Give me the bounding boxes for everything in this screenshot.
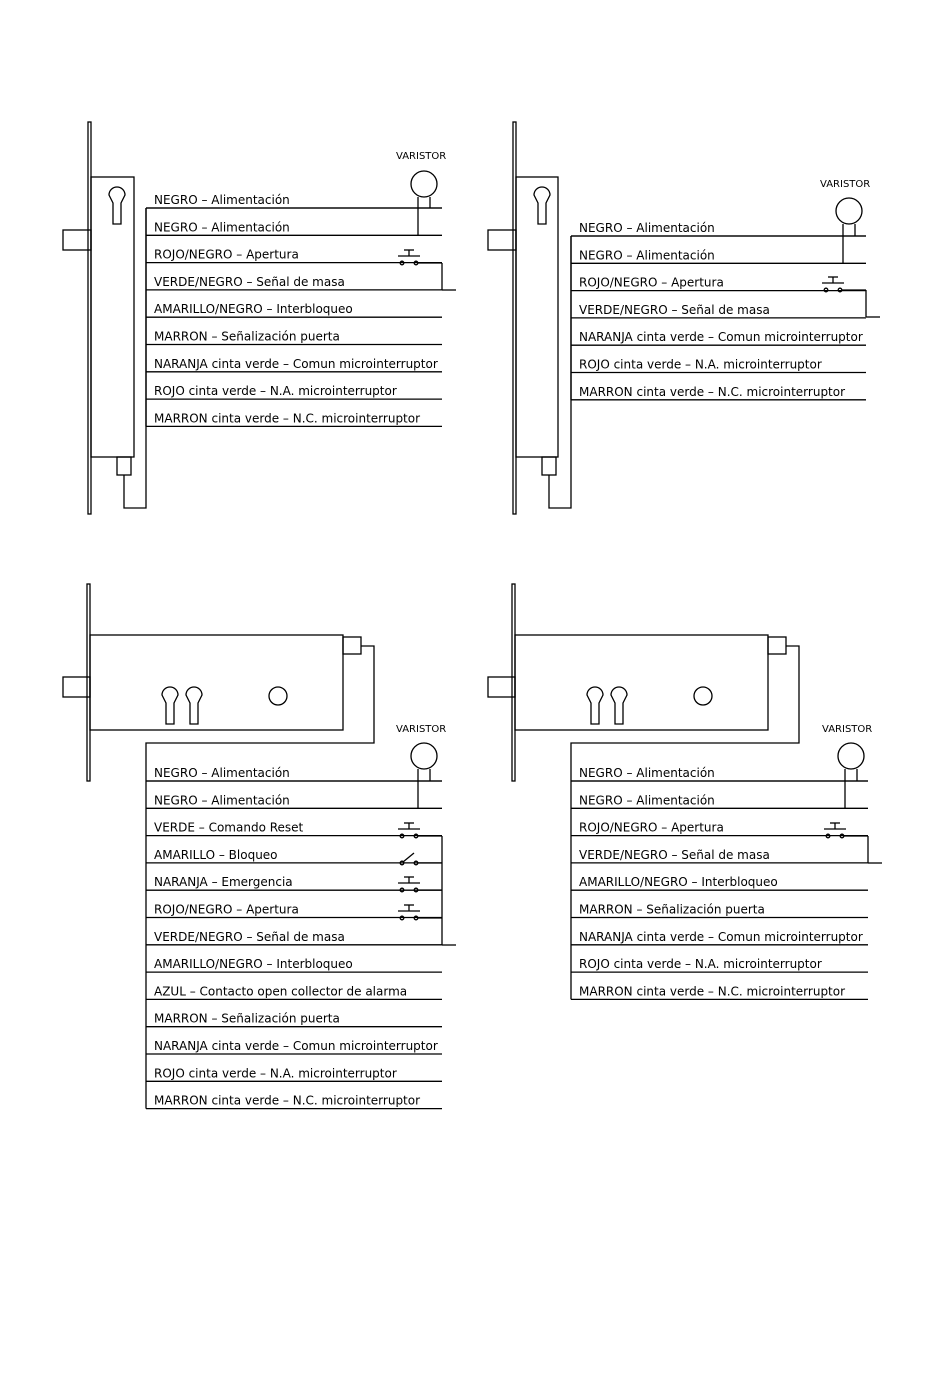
- wire-label: NEGRO – Alimentación: [579, 793, 715, 808]
- wire-label: NEGRO – Alimentación: [579, 248, 715, 263]
- wire-label: AMARILLO/NEGRO – Interbloqueo: [154, 957, 353, 972]
- wire-label: NEGRO – Alimentación: [579, 766, 715, 780]
- varistor-top-left: [396, 151, 446, 236]
- push-button-top-right: [822, 277, 866, 317]
- wire-label: ROJO cinta verde – N.A. microinterruptor: [579, 957, 822, 972]
- wire-label: MARRON – Señalización puerta: [154, 1011, 340, 1026]
- wire-label: VERDE/NEGRO – Señal de masa: [154, 929, 345, 944]
- wire-label: MARRON cinta verde – N.C. microinterruptor: [154, 411, 421, 426]
- wire-label: ROJO cinta verde – N.A. microinterruptor: [154, 384, 397, 399]
- push-button-bottom-right: [824, 823, 868, 863]
- wire-label: ROJO cinta verde – N.A. microinterruptor: [579, 357, 822, 372]
- wire-label: ROJO/NEGRO – Apertura: [579, 820, 724, 835]
- wire-label: MARRON cinta verde – N.C. microinterruptor: [579, 384, 846, 399]
- varistor-label: VARISTOR: [396, 724, 447, 735]
- wire-label: VERDE/NEGRO – Señal de masa: [579, 847, 770, 862]
- varistor-label: VARISTOR: [822, 724, 873, 735]
- wire-label: ROJO/NEGRO – Apertura: [154, 247, 299, 262]
- lock-body-top-left: [63, 122, 146, 514]
- wire-label: AMARILLO – Bloqueo: [154, 847, 278, 862]
- wire-label: NARANJA cinta verde – Comun microinterruptor: [579, 330, 863, 345]
- wire-label: MARRON cinta verde – N.C. microinterruptor: [579, 984, 846, 999]
- wire-label: NARANJA cinta verde – Comun microinterruptor: [154, 356, 438, 371]
- varistor-bottom-right: [822, 724, 872, 808]
- wire-label: NEGRO – Alimentación: [154, 220, 290, 235]
- wire-label: NEGRO – Alimentación: [154, 766, 290, 780]
- wire-label: NEGRO – Alimentación: [154, 793, 290, 808]
- wire-label: VERDE – Comando Reset: [154, 820, 304, 835]
- push-button-top-left: [398, 250, 442, 290]
- wire-label: NEGRO – Alimentación: [579, 221, 715, 235]
- wire-label: ROJO/NEGRO – Apertura: [579, 275, 724, 290]
- wire-label: NEGRO – Alimentación: [154, 193, 290, 207]
- wire-label: MARRON – Señalización puerta: [579, 902, 765, 917]
- wire-label: ROJO cinta verde – N.A. microinterruptor: [154, 1066, 397, 1081]
- wire-label: NARANJA – Emergencia: [154, 875, 293, 890]
- varistor-top-right: [820, 179, 870, 263]
- wire-label: MARRON cinta verde – N.C. microinterruptor: [154, 1093, 421, 1108]
- lock-body-top-right: [488, 122, 571, 514]
- wire-label: NARANJA cinta verde – Comun microinterruptor: [579, 929, 863, 944]
- wire-label: AMARILLO/NEGRO – Interbloqueo: [579, 875, 778, 890]
- wire-label: ROJO/NEGRO – Apertura: [154, 902, 299, 917]
- wire-label: VERDE/NEGRO – Señal de masa: [579, 302, 770, 317]
- lock-body-bottom-left: [63, 584, 374, 781]
- wire-label: VERDE/NEGRO – Señal de masa: [154, 274, 345, 289]
- lock-body-bottom-right: [488, 584, 799, 781]
- wire-label: NARANJA cinta verde – Comun microinterruptor: [154, 1039, 438, 1053]
- varistor-label: VARISTOR: [396, 151, 447, 162]
- wire-label: AMARILLO/NEGRO – Interbloqueo: [154, 302, 353, 317]
- wire-label: MARRON – Señalización puerta: [154, 329, 340, 344]
- varistor-bottom-left: [396, 724, 446, 808]
- varistor-label: VARISTOR: [820, 179, 871, 190]
- wire-label: AZUL – Contacto open collector de alarma: [154, 984, 408, 999]
